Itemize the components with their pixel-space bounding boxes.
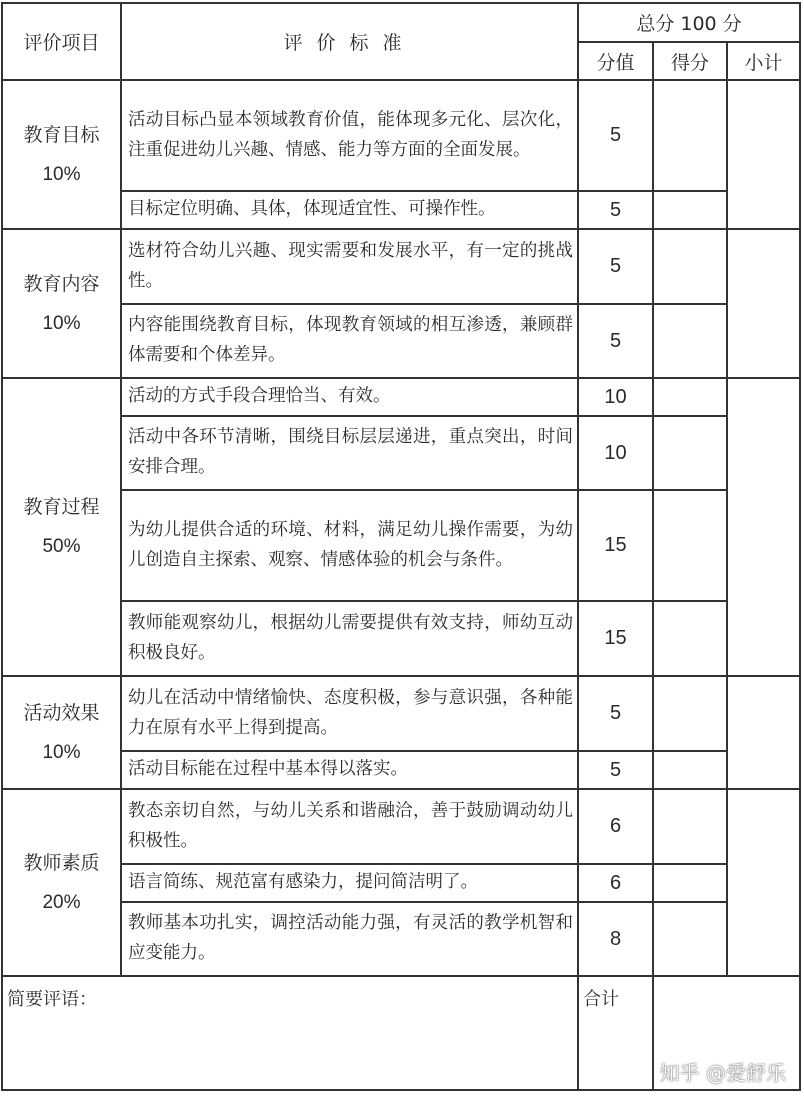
criterion-text: 教师基本功扎实，调控活动能力强，有灵活的教学机智和应变能力。 [121,902,578,976]
criterion-text: 活动中各环节清晰，围绕目标层层递进，重点突出，时间安排合理。 [121,416,578,490]
score-obtained-cell[interactable] [653,191,727,229]
score-value: 15 [578,490,653,601]
category-name: 教育目标 [23,123,100,146]
criterion-text: 活动目标能在过程中基本得以落实。 [121,751,578,789]
score-value: 5 [578,304,653,378]
header-evaluation-item: 评价项目 [2,3,121,80]
remark-area[interactable] [2,976,578,1090]
table-row [2,490,800,601]
score-obtained-cell[interactable] [653,864,727,902]
table-row [2,751,800,789]
subtotal-cell[interactable] [727,789,800,976]
subtotal-cell[interactable] [727,378,800,676]
subtotal-cell[interactable] [727,229,800,378]
category-weight: 50% [42,536,81,557]
table-row [2,601,800,676]
score-obtained-cell[interactable] [653,416,727,490]
criterion-text: 目标定位明确、具体，体现适宜性、可操作性。 [121,191,578,229]
category-weight: 10% [42,312,81,334]
score-obtained-cell[interactable] [653,378,727,416]
category-name: 教师素质 [23,851,100,874]
score-obtained-cell[interactable] [653,601,727,676]
table-row [2,378,800,416]
table-row [2,191,800,229]
category-cell [2,229,121,378]
table-row [2,416,800,490]
subtotal-cell[interactable] [727,676,800,789]
score-value: 10 [578,378,653,416]
table-row [2,902,800,976]
score-obtained-cell[interactable] [653,80,727,191]
criterion-text: 内容能围绕教育目标，体现教育领域的相互渗透，兼顾群体需要和个体差异。 [121,304,578,378]
category-cell [2,676,121,789]
total-label: 合计 [578,976,653,1090]
score-value: 5 [578,229,653,304]
score-value: 5 [578,191,653,229]
subtotal-cell[interactable] [727,80,800,229]
criterion-text: 教师能观察幼儿，根据幼儿需要提供有效支持，师幼互动积极良好。 [121,601,578,676]
criterion-text: 为幼儿提供合适的环境、材料，满足幼儿操作需要，为幼儿创造自主探索、观察、情感体验的机会与条件。 [121,490,578,601]
score-value: 6 [578,864,653,902]
score-obtained-cell[interactable] [653,490,727,601]
criterion-text: 教态亲切自然，与幼儿关系和谐融洽，善于鼓励调动幼儿积极性。 [121,789,578,864]
header-subtotal: 小计 [727,42,800,80]
table-row [2,304,800,378]
score-obtained-cell[interactable] [653,229,727,304]
criterion-text: 选材符合幼儿兴趣、现实需要和发展水平，有一定的挑战性。 [121,229,578,304]
header-total-score: 总分 100 分 [578,3,800,42]
criterion-text: 活动的方式手段合理恰当、有效。 [121,378,578,416]
category-name: 活动效果 [23,701,100,724]
category-name: 教育过程 [23,496,100,518]
watermark: 知乎 @爱舒乐 [659,1061,786,1085]
score-value: 5 [578,751,653,789]
score-value: 10 [578,416,653,490]
score-obtained-cell[interactable] [653,676,727,751]
criterion-text: 语言简练、规范富有感染力，提问简洁明了。 [121,864,578,902]
score-obtained-cell[interactable] [653,902,727,976]
score-obtained-cell[interactable] [653,789,727,864]
header-evaluation-standard: 评价标准 [121,3,578,80]
evaluation-table [1,2,801,1091]
category-cell [2,80,121,229]
table-row [2,80,800,191]
category-cell [2,378,121,676]
score-value: 8 [578,902,653,976]
criterion-text: 活动目标凸显本领域教育价值，能体现多元化、层次化，注重促进幼儿兴趣、情感、能力等方面的全面发展。 [121,80,578,191]
score-value: 5 [578,676,653,751]
table-row [2,229,800,304]
table-row [2,789,800,864]
score-value: 5 [578,80,653,191]
score-value: 15 [578,601,653,676]
category-cell [2,789,121,976]
score-obtained-cell[interactable] [653,751,727,789]
category-name: 教育内容 [23,272,100,295]
remark-label: 简要评语： [7,989,97,1010]
score-value: 6 [578,789,653,864]
score-obtained-cell[interactable] [653,304,727,378]
header-score-value: 分值 [578,42,653,80]
table-row [2,864,800,902]
category-weight: 10% [42,163,81,185]
category-weight: 10% [42,741,81,763]
header-score-obtained: 得分 [653,42,727,80]
criterion-text: 幼儿在活动中情绪愉快、态度积极，参与意识强，各种能力在原有水平上得到提高。 [121,676,578,751]
table-row [2,676,800,751]
category-weight: 20% [42,891,81,913]
